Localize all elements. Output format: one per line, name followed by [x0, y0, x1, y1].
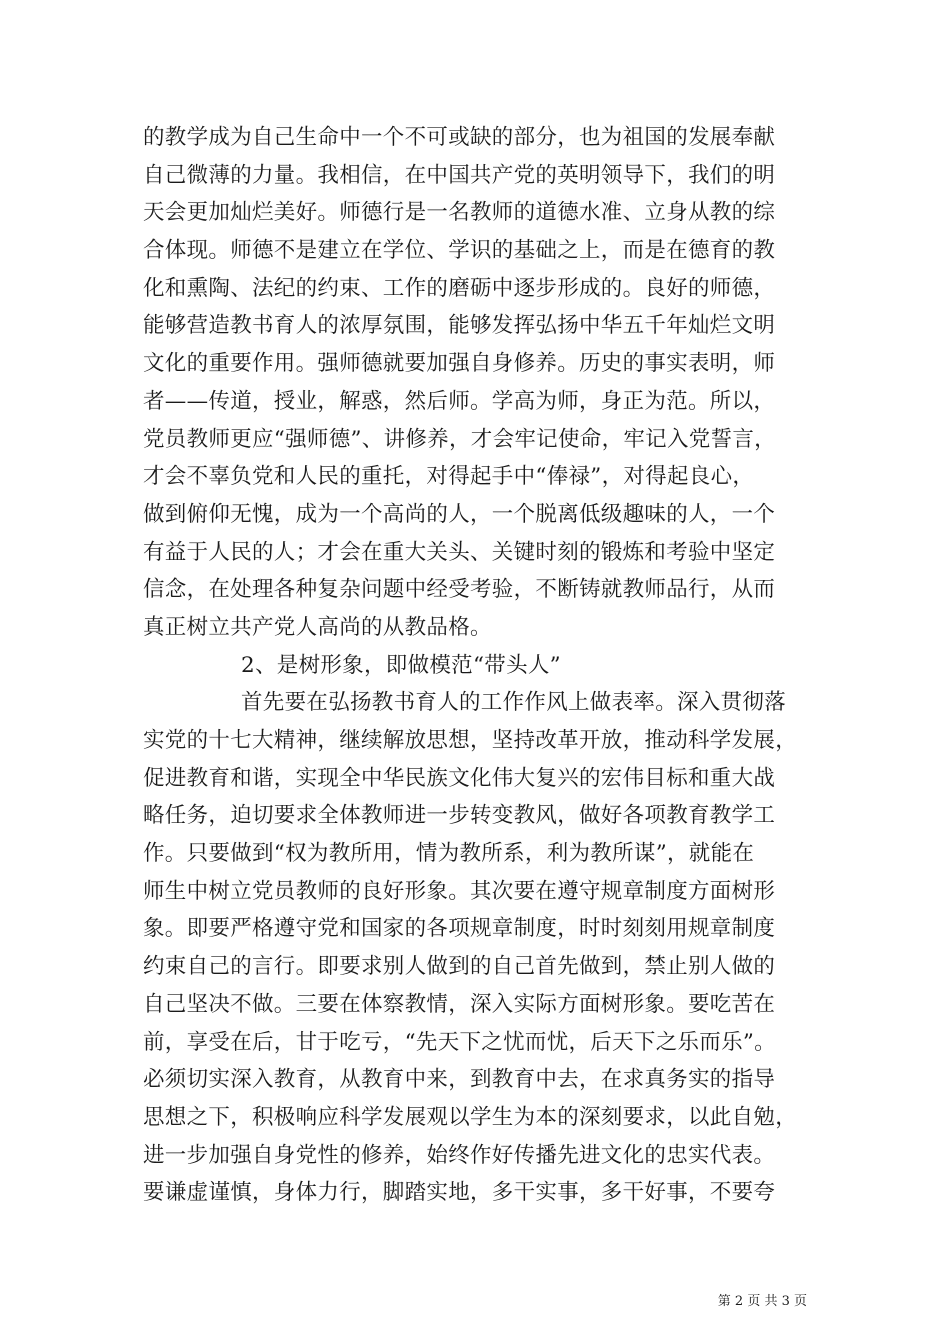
text-line: 的教学成为自己生命中一个不可或缺的部分，也为祖国的发展奉献	[143, 125, 776, 150]
text-line: 化和熏陶、法纪的约束、工作的磨砺中逐步形成的。良好的师德，	[143, 275, 776, 301]
text-line: 天会更加灿烂美好。师德行是一名教师的道德水准、立身从教的综	[143, 200, 776, 226]
text-line: 文化的重要作用。强师德就要加强自身修养。历史的事实表明，师	[143, 351, 776, 377]
text-line: 师生中树立党员教师的良好形象。其次要在遵守规章制度方面树形	[143, 878, 776, 904]
text-line: 象。即要严格遵守党和国家的各项规章制度，时时刻刻用规章制度	[143, 916, 776, 942]
text-line: 能够营造教书育人的浓厚氛围，能够发挥弘扬中华五千年灿烂文明	[143, 313, 776, 339]
text-line: 约束自己的言行。即要求别人做到的自己首先做到，禁止别人做的	[143, 954, 776, 980]
text-line: 合体现。师德不是建立在学位、学识的基础之上，而是在德育的教	[143, 238, 776, 264]
text-line: 首先要在弘扬教书育人的工作作风上做表率。深入贯彻落	[241, 690, 787, 716]
text-line: 党员教师更应“强师德”、讲修养，才会牢记使命，牢记入党誓言，	[143, 426, 776, 452]
text-line: 要谦虚谨慎，身体力行，脚踏实地，多干实事，多干好事，不要夸	[143, 1180, 776, 1206]
text-line: 真正树立共产党人高尚的从教品格。	[143, 614, 492, 640]
text-line: 实党的十七大精神，继续解放思想，坚持改革开放，推动科学发展，	[143, 728, 798, 753]
text-line: 思想之下，积极响应科学发展观以学生为本的深刻要求，以此自勉，	[143, 1104, 798, 1130]
text-line: 略任务，迫切要求全体教师进一步转变教风，做好各项教育教学工	[143, 803, 776, 829]
text-line: 2、是树形象，即做模范“带头人”	[241, 652, 561, 678]
text-line: 作。只要做到“权为教所用，情为教所系，利为教所谋”，就能在	[143, 841, 755, 867]
text-line: 前，享受在后，甘于吃亏，“先天下之忧而忧，后天下之乐而乐”。	[143, 1029, 776, 1055]
text-line: 者——传道，授业，解惑，然后师。学高为师，身正为范。所以，	[143, 388, 776, 414]
body-text	[143, 119, 813, 1212]
page-number-footer: 第 2 页 共 3 页	[717, 1294, 807, 1309]
text-line: 必须切实深入教育，从教育中来，到教育中去，在求真务实的指导	[143, 1067, 776, 1093]
text-line: 有益于人民的人；才会在重大关头、关键时刻的锻炼和考验中坚定	[143, 539, 776, 565]
text-line: 进一步加强自身党性的修养，始终作好传播先进文化的忠实代表。	[143, 1142, 776, 1168]
text-line: 才会不辜负党和人民的重托，对得起手中“俸禄”，对得起良心，	[143, 464, 755, 490]
text-line: 信念，在处理各种复杂问题中经受考验，不断铸就教师品行，从而	[143, 577, 776, 603]
text-line: 做到俯仰无愧，成为一个高尚的人，一个脱离低级趣味的人，一个	[143, 501, 776, 527]
text-line: 自己坚决不做。三要在体察教情，深入实际方面树形象。要吃苦在	[143, 991, 776, 1017]
text-line: 促进教育和谐，实现全中华民族文化伟大复兴的宏伟目标和重大战	[143, 765, 776, 791]
text-line: 自己微薄的力量。我相信，在中国共产党的英明领导下，我们的明	[143, 162, 776, 188]
